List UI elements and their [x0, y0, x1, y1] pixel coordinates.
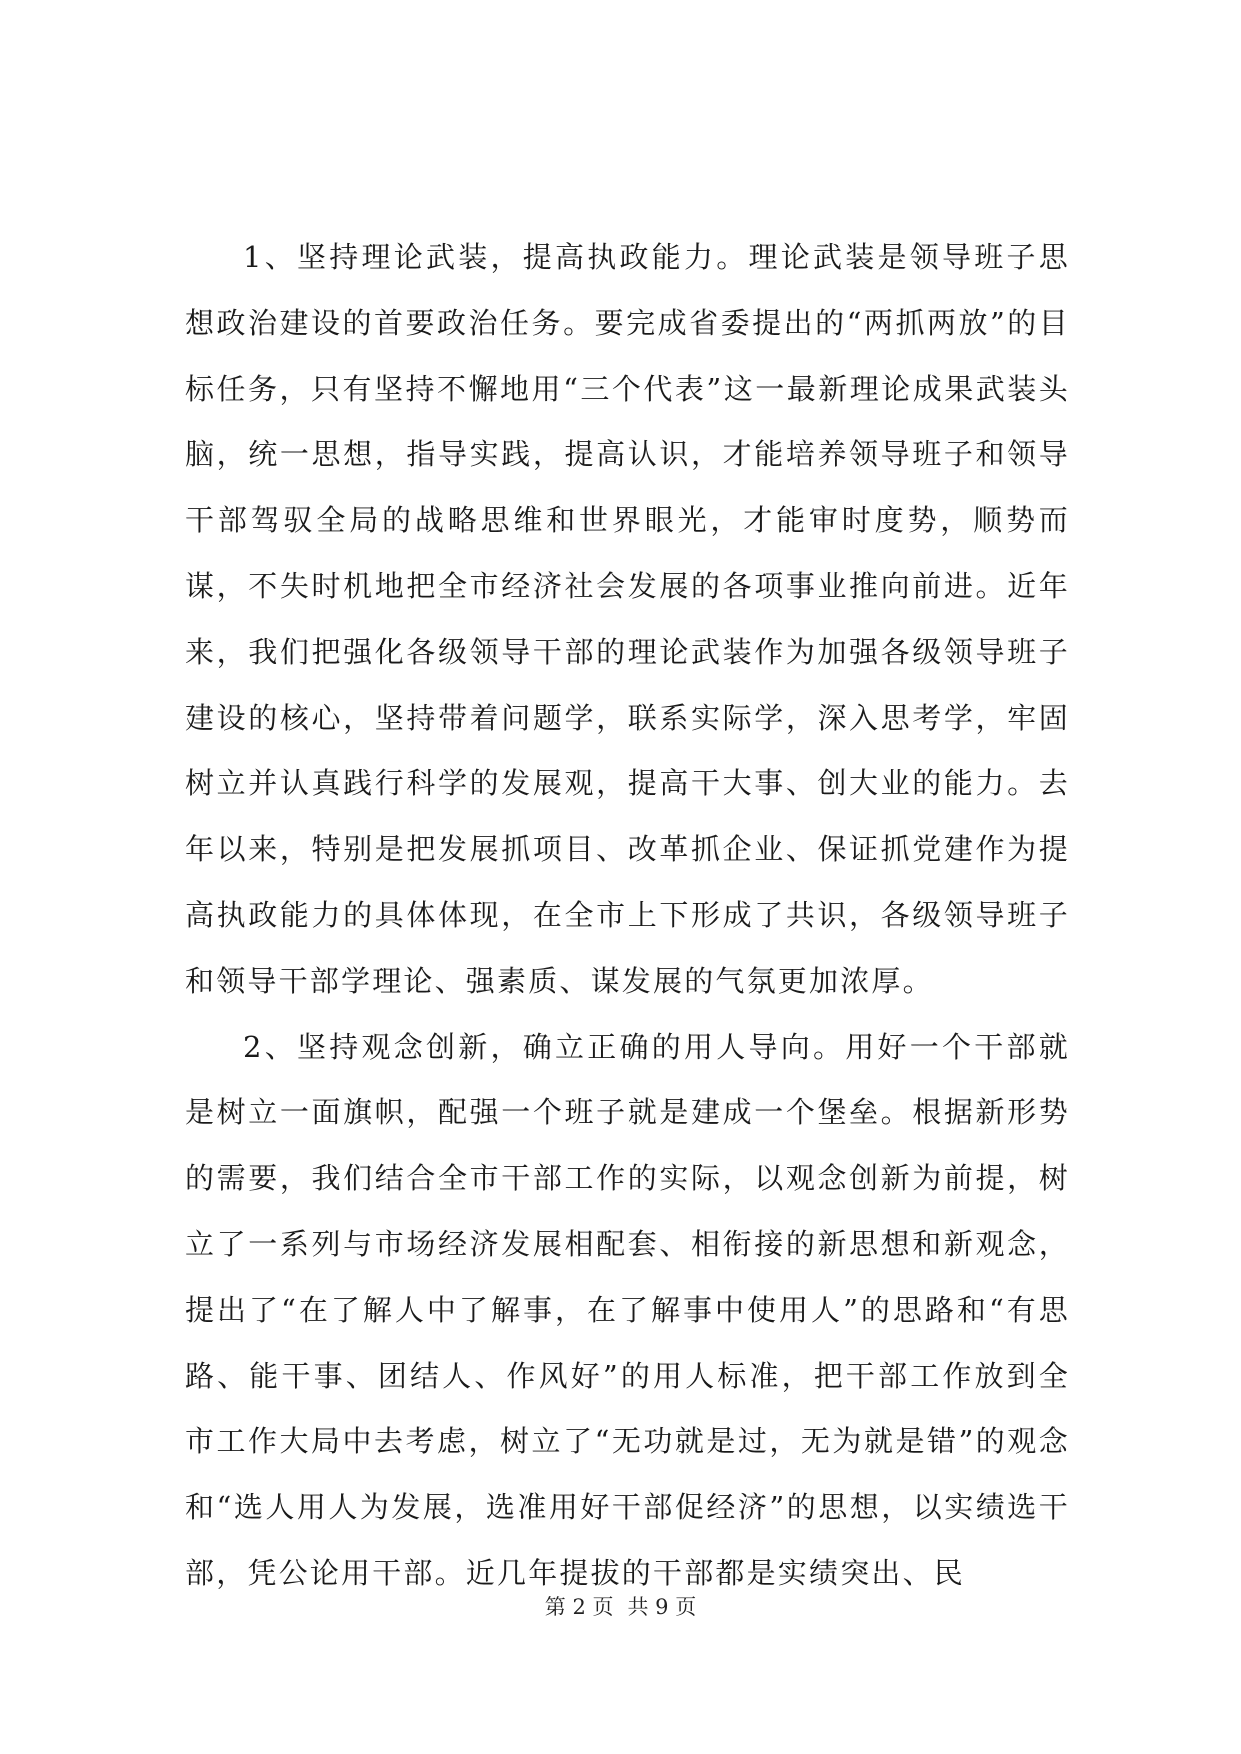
- paragraph-2: 2、坚持观念创新，确立正确的用人导向。用好一个干部就是树立一面旗帜，配强一个班子就是建成一个堡垒。根据新形势的需要，我们结合全市干部工作的实际，以观念创新为前提，树立了一系列与市场经济发展相配套、相衔接的新思想和新观念，提出了“在了解人中了解事，在了解事中使用人”的思路和“有思路、能干事、团结人、作风好”的用人标准，把干部工作放到全市工作大局中去考虑，树立了“无功就是过，无为就是错”的观念和“选人用人为发展，选准用好干部促经济”的思想，以实绩选干部，凭公论用干部。近几年提拔的干部都是实绩突出、民: [185, 1029, 1070, 1590]
- page-number-total: 共 9 页: [627, 1595, 697, 1619]
- page-number-current: 第 2 页: [544, 1595, 614, 1619]
- paragraph-1: 1、坚持理论武装，提高执政能力。理论武装是领导班子思想政治建设的首要政治任务。要完成省委提出的“两抓两放”的目标任务，只有坚持不懈地用“三个代表”这一最新理论成果武装头脑，统一思想，指导实践，提高认识，才能培养领导班子和领导干部驾驭全局的战略思维和世界眼光，才能审时度势，顺势而谋，不失时机地把全市经济社会发展的各项事业推向前进。近年来，我们把强化各级领导干部的理论武装作为加强各级领导班子建设的核心，坚持带着问题学，联系实际学，深入思考学，牢固树立并认真践行科学的发展观，提高干大事、创大业的能力。去年以来，特别是把发展抓项目、改革抓企业、保证抓党建作为提高执政能力的具体体现，在全市上下形成了共识，各级领导班子和领导干部学理论、强素质、谋发展的气氛更加浓厚。: [185, 240, 1070, 998]
- page-footer: [0, 1593, 1241, 1621]
- document-body: [185, 225, 1070, 1607]
